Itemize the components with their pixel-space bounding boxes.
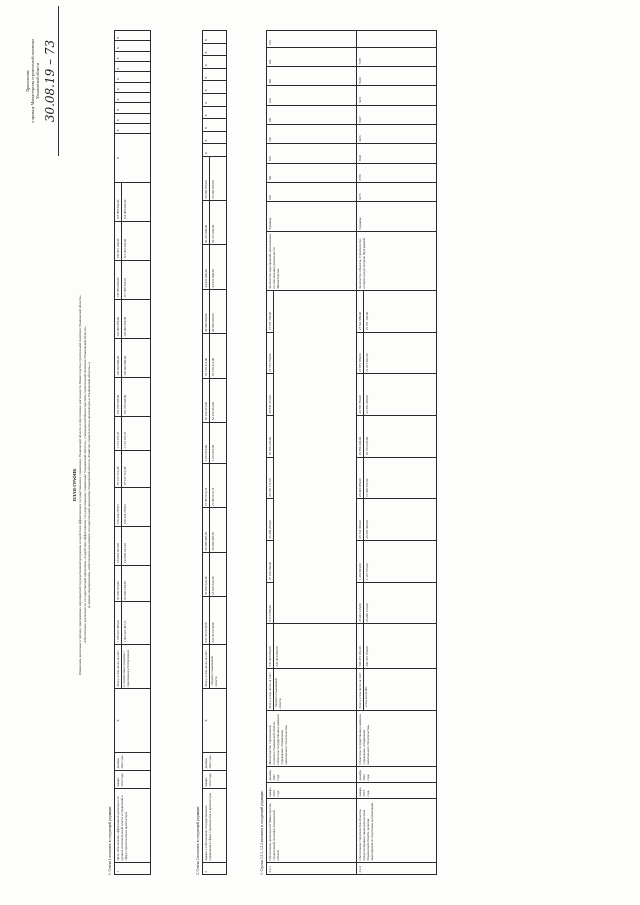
cell-total: 570 403 084,00	[274, 624, 357, 669]
cell-year: 52 110 431,00	[203, 378, 210, 422]
cell-indicator: X	[115, 134, 151, 183]
cell-year: 28 169 171,00	[267, 457, 274, 499]
cell-value: 100	[267, 86, 357, 105]
cell-x: X	[203, 106, 227, 119]
cell-x: X	[203, 43, 227, 56]
cell-year: 128 402 900,00	[115, 339, 122, 378]
cell-source: Всего, в том числе за счёт:	[267, 669, 274, 711]
document-title	[72, 105, 92, 865]
cell-year: 81 960 554,96	[115, 565, 122, 601]
cell-num: 3.2.4	[357, 863, 437, 875]
title-line: Изменения, вносимые в таблицу программных мероприятий государственной программы «Содействие эффективному государственному управлению Ульяновской области и обеспечение деятельности Министерства строительной политики Ульяновской области»	[77, 295, 82, 675]
cell-year: 27 981 012,74	[210, 464, 227, 508]
cell-year: 26 493 080,00	[357, 457, 364, 499]
cell-year: 49 590 056,00	[203, 289, 210, 333]
cell-source: - в том числе ФБ:	[364, 669, 437, 711]
cell-year: 87 060 159,68	[122, 565, 151, 601]
cell-end: декабрь 2022 года	[115, 753, 151, 771]
cell-source: - бюджета Ульяновской области	[274, 669, 357, 711]
cell-year: 11 689 553,00	[364, 457, 437, 499]
cell-name: Цель: Обеспечение эффективной деятельности органов исполнительной власти и управлений в сфере строительства и архитектуры	[115, 789, 151, 863]
cell-source: Всего, в том числе за счёт:	[203, 645, 210, 689]
cell-num: 1	[115, 863, 151, 875]
cell-value: 100	[267, 66, 357, 85]
cell-unit: Единица	[267, 202, 357, 232]
cell-year: 1 233 003,00	[357, 541, 364, 583]
cell-x: X	[115, 113, 151, 123]
cell-total: 1 303 223 487,11	[122, 602, 151, 645]
cell-value: 6570	[357, 163, 437, 182]
cell-value: 6472	[357, 86, 437, 105]
cell-year: 155 758 458,00	[122, 378, 151, 417]
approval-stamp	[26, 6, 59, 156]
cell-year: 52 718 411,00	[203, 334, 210, 378]
title-heading: ПЛАН-ГРАФИК	[72, 468, 77, 502]
cell-year: 50 488 458,79	[203, 508, 210, 552]
cell-year: 136 866 000,00	[115, 261, 122, 300]
cell-value: 100	[267, 47, 357, 66]
cell-x: X	[203, 119, 227, 132]
cell-value: 100	[267, 163, 357, 182]
cell-year: 26 499 284,00	[267, 499, 274, 541]
cell-indicator: Количество объектов, строительство которых предусмотрено Программой	[357, 231, 437, 290]
cell-year: 1 413 618,00	[203, 422, 210, 463]
cell-year: 27 761 760,00	[267, 290, 274, 332]
cell-year: 160 264 278,81	[115, 487, 122, 526]
cell-x: X	[115, 82, 151, 92]
cell-year: 56 211 000,00	[203, 201, 210, 245]
cell-year: 126 996 385,00	[122, 300, 151, 339]
cell-total: 641 551 979,89	[210, 597, 227, 645]
cell-year: 44 931 000,00	[210, 245, 227, 289]
cell-start: январь 2014 года	[267, 783, 357, 799]
cell-year: 128 402 900,00	[122, 339, 151, 378]
title-line: (в рамках подпрограммы «Обеспечение реализации государственной программы Ульяновской области «Развитие строительства и архитектуры в Ульяновской области»»)	[87, 362, 92, 608]
cell-x: X	[115, 103, 151, 113]
title-line: «Обеспечение деятельности государственной программы «Содействие эффективному государственному управлению Ульяновской области», утвержденной Министерством строительной политики Ульяновской области»	[82, 326, 87, 644]
cell-year: 26 741 360,00	[357, 499, 364, 541]
cell-year: 155 758 458,00	[115, 378, 122, 417]
cell-x: X	[203, 144, 227, 157]
cell-executor: X	[115, 689, 151, 753]
cell-x: X	[203, 56, 227, 69]
cell-num: 2	[203, 863, 227, 875]
section-2-heading: 2. Статья 2 изложить в следующей редакции:	[196, 805, 200, 875]
table-row	[267, 31, 274, 875]
cell-name: Обеспечение деятельности Министерства строительной политики Ульяновской области	[267, 799, 357, 863]
cell-year: 118 080 602,00	[122, 183, 151, 222]
cell-value: 100	[267, 183, 357, 202]
cell-total: 509 473 191,00	[357, 624, 364, 669]
cell-value: 100	[267, 105, 357, 124]
cell-value: 100	[267, 31, 357, 48]
cell-source: в соответствии с разделом 7 приложения к Госпрограмме	[122, 645, 151, 689]
cell-year: 52 110 431,00	[210, 378, 227, 422]
cell-year: 21 681 260,00	[364, 374, 437, 416]
handwritten-date: 30.08.19 – 73	[43, 6, 58, 156]
cell-year: 27 541 980,00	[357, 290, 364, 332]
cell-total: 1 378 227 480,00	[115, 602, 122, 645]
cell-value: 7378	[357, 47, 437, 66]
cell-end: декабрь 2022 года	[203, 753, 227, 771]
cell-unit: Единица	[357, 202, 437, 232]
table-section-1	[114, 30, 151, 875]
cell-year: 26 455 308,00	[364, 499, 437, 541]
cell-end: декабрь 2022 года	[357, 767, 437, 783]
cell-year: 25 259 236,00	[267, 415, 274, 457]
cell-x: X	[203, 93, 227, 106]
cell-year: 26 783 760,00	[357, 374, 364, 416]
cell-start: январь 2014 года	[203, 771, 227, 789]
stamp-line: Приложение	[25, 70, 30, 92]
cell-x: X	[115, 123, 151, 133]
cell-year: 52 718 411,00	[210, 334, 227, 378]
section-3-heading: 3. Строки 3.2.1, 3.2.4 изложить в следующей редакции:	[260, 790, 264, 875]
cell-year: 55 294 185,00	[210, 156, 227, 200]
cell-indicator: Количество мероприятий, выполненных по обеспечению деятельности Министерства	[267, 231, 357, 290]
cell-source: Всего, в том числе за счёт:	[357, 669, 364, 711]
cell-year: 87 137 721,08	[122, 451, 151, 487]
cell-year: 113 053 250,00	[122, 222, 151, 261]
cell-x: X	[115, 62, 151, 72]
cell-total: 570 403 084,00	[267, 624, 274, 669]
cell-name: Обеспечение строительства объектов, предусмотренных законодательством Ульяновской области, включая мероприятия по подготовке документации	[357, 799, 437, 863]
cell-value: 6475	[357, 183, 437, 202]
cell-year: 160 264 278,81	[122, 487, 151, 526]
cell-year: 1 713 157,47	[122, 417, 151, 451]
cell-x: X	[115, 92, 151, 102]
cell-year: 27 876 580,00	[357, 332, 364, 374]
stamp-line: к приказу Министерства строительной политики	[29, 39, 35, 123]
cell-value: 6520	[357, 144, 437, 163]
table-row	[203, 31, 210, 875]
cell-year: 55 294 185,00	[203, 156, 210, 200]
cell-value: 6627	[357, 105, 437, 124]
cell-year: 44 931 000,00	[203, 245, 210, 289]
cell-year: 49 590 056,00	[210, 289, 227, 333]
cell-start: январь 2014 года	[115, 771, 151, 789]
cell-year: 28 839 277,00	[267, 374, 274, 416]
cell-source: Всего, в том числе за счёт:	[115, 645, 122, 689]
cell-x: X	[115, 51, 151, 61]
cell-year: 53 919 324,38	[203, 552, 210, 596]
cell-year: 164 991 051,68	[115, 526, 122, 565]
cell-total: 641 551 979,89	[203, 597, 210, 645]
cell-x: X	[115, 41, 151, 51]
cell-year: 118 080 602,00	[115, 183, 122, 222]
cell-x: X	[203, 68, 227, 81]
stamp-line: Ульяновской области	[34, 62, 40, 100]
table-section-3	[266, 30, 437, 875]
cell-year: 25 761 195,00	[364, 290, 437, 332]
cell-x: X	[203, 81, 227, 94]
cell-executor: Областное государственное казённое учреждение «Управление капитального строительства»	[357, 711, 437, 767]
cell-year: 9 316 868,00	[267, 582, 274, 624]
cell-year: 1 413 618,00	[210, 422, 227, 463]
cell-x: X	[115, 31, 151, 41]
cell-year: 50 488 458,79	[210, 508, 227, 552]
cell-value: 6620	[357, 66, 437, 85]
cell-year: 56 211 000,00	[210, 201, 227, 245]
cell-total: 500 476 700,00	[364, 624, 437, 669]
cell-year: 1 157 615,00	[364, 541, 437, 583]
table-section-2	[202, 30, 227, 875]
cell-year: 27 981 012,74	[203, 464, 210, 508]
cell-source: - бюджета Ульяновской области	[210, 645, 227, 689]
cell-year: 21 471 961,00	[364, 332, 437, 374]
cell-year: 117 589 763,01	[122, 261, 151, 300]
cell-x: X	[203, 131, 227, 144]
cell-year: 26 041 123,00	[357, 582, 364, 624]
cell-value: 100	[267, 144, 357, 163]
cell-year: 126 996 385,00	[115, 300, 122, 339]
cell-executor: Министерство строительной политики Ульяновской области, Областное государственное казённое учреждение «Управление капитального строительства»	[267, 711, 357, 767]
cell-name: Задача 1. Обеспечение государственного управления в сфере строительства и архитектуры	[203, 789, 227, 863]
cell-year: 87 137 721,08	[115, 451, 122, 487]
cell-year: 144 866 241,26	[122, 526, 151, 565]
table-row	[115, 31, 122, 875]
cell-x: X	[115, 72, 151, 82]
cell-value: 6433	[357, 125, 437, 144]
cell-value: 100	[267, 125, 357, 144]
cell-year: 27 109 194,00	[267, 541, 274, 583]
cell-year: 26 753 253,00	[364, 415, 437, 457]
cell-year: 27 761 760,00	[267, 332, 274, 374]
table-row	[357, 31, 364, 875]
cell-year: 133 861 100,00	[115, 222, 122, 261]
cell-year: 26 040 123,00	[364, 582, 437, 624]
cell-year: 26 850 440,00	[357, 415, 364, 457]
cell-x: X	[203, 31, 227, 44]
cell-executor: X	[203, 689, 227, 753]
cell-year: 53 919 324,38	[210, 552, 227, 596]
cell-end: декабрь 2022 года	[267, 767, 357, 783]
landscape-sheet	[24, 0, 624, 905]
cell-start: январь 2014 года	[357, 783, 437, 799]
cell-num: 3.2.1	[267, 863, 357, 875]
cell-year: 1 713 157,47	[115, 417, 122, 451]
section-1-heading: 1. Статья 1 изложить в следующей редакции:	[108, 805, 112, 875]
